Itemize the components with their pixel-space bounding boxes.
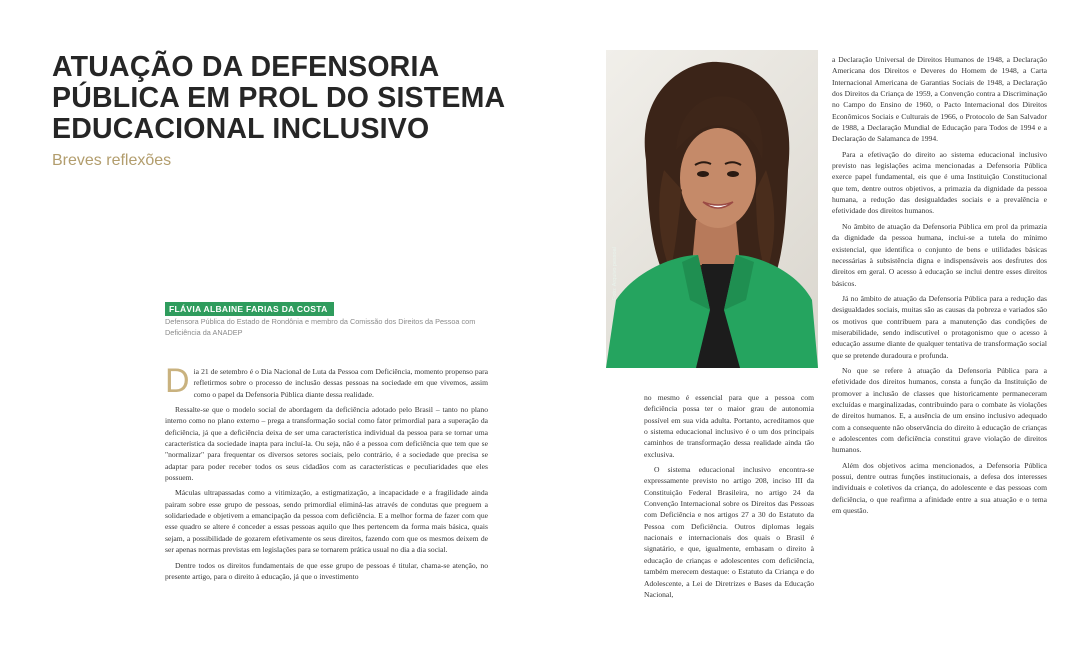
article-title: ATUAÇÃO DA DEFENSORIA PÚBLICA EM PROL DO SISTEMA EDUCACIONAL INCLUSIVO <box>52 51 505 145</box>
paragraph: Dentre todos os direitos fundamentais de que esse grupo de pessoas é titular, chama-se atenção, no presente artigo, para o direito à educação, já que o investimento <box>165 560 488 581</box>
author-name: FLÁVIA ALBAINE FARIAS DA COSTA <box>165 302 334 316</box>
article-subtitle: Breves reflexões <box>52 152 172 169</box>
paragraph <box>165 362 488 400</box>
photo-credit: Foto: Arquivo pessoal <box>612 247 618 300</box>
paragraph: Além dos objetivos acima mencionados, a Defensoria Pública possui, dentre outras funções institucionais, a defesa dos interesses individuais e coletivos da criança, do adolescente e das pessoas com deficiência, o que reafirma a afinidade entre a sua atuação e o tema em questão. <box>832 460 1047 516</box>
paragraph: Para a efetivação do direito ao sistema educacional inclusivo previsto nas legislações acima mencionadas a Defensoria Pública exerce papel fundamental, eis que é uma Instituição Constitucional que tem, dentre outros objetivos, a primazia da dignidade da pessoa humana, a redução das desigualdades sociais e a prevalência e efetividade dos direitos humanos. <box>832 149 1047 216</box>
article-column-2 <box>644 392 814 604</box>
paragraph: Já no âmbito de atuação da Defensoria Pública para a redução das desigualdades sociais, muitas são as causas da pobreza e variados são os motivos que contribuem para a manutenção das condições de miserabilidade, sendo indiscutível o protagonismo que o acesso à educação assume diante de qualquer tentativa de transformação social que se pretende duradoura e profunda. <box>832 293 1047 360</box>
author-photo <box>606 50 818 368</box>
paragraph-text: ia 21 de setembro é o Dia Nacional de Luta da Pessoa com Deficiência, momento propenso para refletirmos sobre o processo de inclusão dessas pessoas na sociedade em que vivemos, assim como o papel da Defensoria Pública diante dessa realidade. <box>193 367 488 399</box>
drop-cap: D <box>165 362 190 400</box>
paragraph: O sistema educacional inclusivo encontra-se expressamente previsto no artigo 208, inciso III da Constituição Federal Brasileira, no artigo 24 da Convenção Internacional sobre os Direitos das Pessoas com Deficiência e nos artigos 27 a 30 do Estatuto da Pessoa com Deficiência. Outros diplomas legais nacionais e internacionais dos quais o Brasil é signatário, e que, igualmente, embasam o direito à educação de crianças e adolescentes com deficiência, também merecem destaque: o Estatuto da Criança e do Adolescente, a Lei de Diretrizes e Bases da Educação Nacional, <box>644 465 814 599</box>
portrait-illustration <box>606 50 818 368</box>
paragraph: a Declaração Universal de Direitos Humanos de 1948, a Declaração Americana dos Direitos e Deveres do Homem de 1948, a Carta Internacional Americana de Garantias Sociais de 1948, a Declaração dos Direitos da Criança de 1959, a Convenção contra a Discriminação no Campo do Ensino de 1960, o Pacto Internacional dos Direitos Econômicos Sociais e Culturais de 1966, o Protocolo de San Salvador de 1988, a Declaração Mundial de Educação para Todos de 1994 e a Declaração de Salamanca de 1994. <box>832 55 1047 144</box>
paragraph: No âmbito de atuação da Defensoria Pública em prol da primazia da dignidade da pessoa humana, inclui-se a tutela do mínimo existencial, que identifica o conjunto de bens e utilidades básicas necessárias à subsistência digna e indispensáveis aos desfrutes dos direitos em geral. O acesso à educação se inclui dentre esses direitos básicos. <box>832 221 1047 288</box>
article-column-3 <box>832 54 1047 520</box>
paragraph: No que se refere à atuação da Defensoria Pública para a efetividade dos direitos humanos, consta a função da Instituição de promover a inclusão de classes que historicamente permaneceram excluídas e marginalizadas, contribuindo para o combate às violações de direitos humanos. E, a ausência de um ensino inclusivo adequado com a consequente não observância do direito à educação de crianças e adolescentes com deficiência constitui grave violação de direitos humanos. <box>832 365 1047 455</box>
article-column-1 <box>165 362 488 586</box>
paragraph: Máculas ultrapassadas como a vitimização, a estigmatização, a incapacidade e a fragilidade ainda pairam sobre esse grupo de pessoas, sendo primordial eliminá-las através de condutas que preguem a solidariedade e objetivem a emancipação da pessoa com deficiência. E a melhor forma de fazer com que esse quadro se altere é conceder a essas pessoas aquilo que lhes pertencem da forma mais básica, quais sejam, a possibilidade de gozarem efetivamente os seus direitos, fazendo com que os mesmos deixem de ser apenas normas previstas em legislações para se tornarem prática usual no dia a dia social. <box>165 488 488 555</box>
author-description: Defensora Pública do Estado de Rondônia e membro da Comissão dos Direitos da Pessoa com Deficiência da ANADEP <box>165 317 476 337</box>
paragraph: no mesmo é essencial para que a pessoa com deficiência possa ter o maior grau de autonomia possível em sua vida adulta. Portanto, acreditamos que o sistema educacional inclusivo é o um dos principais caminhos de transformação dessa realidade ainda tão exclusiva. <box>644 393 814 459</box>
paragraph: Ressalte-se que o modelo social de abordagem da deficiência adotado pelo Brasil – tanto no plano interno como no plano externo – prega a transformação social como fator primordial para a superação da deficiência, já que a deficiência deixa de ser uma característica individual da pessoa para se tornar uma característica da sociedade inapta para incluí-la. Ou seja, não é a pessoa com deficiência que tem que se "normalizar" para frequentar os diversos setores sociais, pelo contrário, é a sociedade que precisa se adaptar para poder receber todos os seus cidadãos com as características e peculiaridades que eles possuem. <box>165 405 488 483</box>
